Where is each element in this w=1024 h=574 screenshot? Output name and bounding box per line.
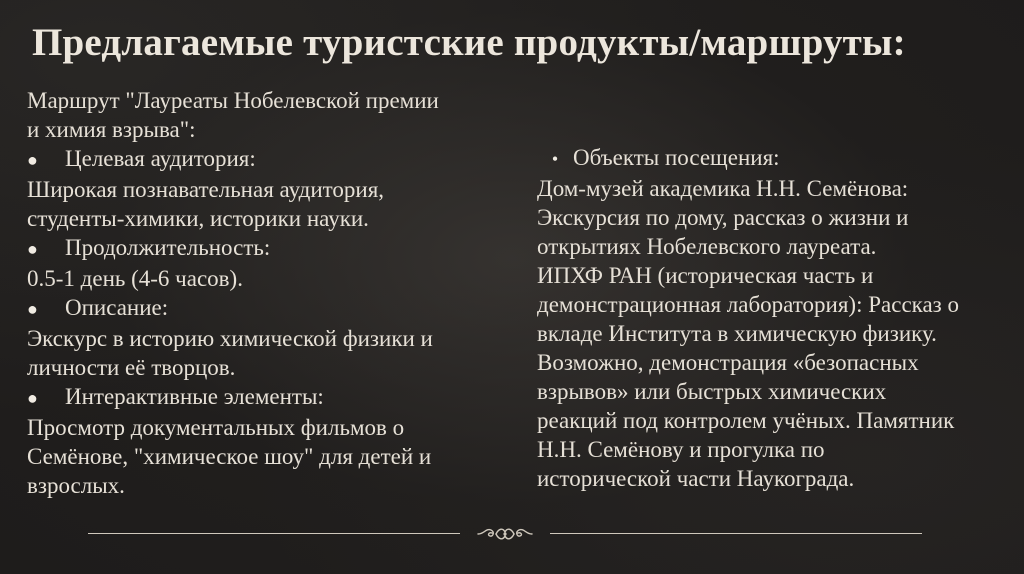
- item-text: Дом-музей академика Н.Н. Семёнова:: [537, 176, 909, 201]
- route-name-line-1: Маршрут "Лауреаты Нобелевской премии: [27, 88, 439, 113]
- item-duration: [27, 233, 507, 293]
- item-text: Просмотр документальных фильмов о: [27, 415, 405, 440]
- item-heading: Описание:: [65, 295, 169, 320]
- item-text: реакций под контролем учёных. Памятник: [537, 408, 955, 433]
- item-text: ИПХФ РАН (историческая часть и: [537, 263, 874, 288]
- item-text: Широкая познавательная аудитория,: [27, 177, 385, 202]
- divider-line: [88, 533, 460, 534]
- item-text: 0.5-1 день (4-6 часов).: [27, 266, 243, 291]
- item-text: личности её творцов.: [27, 355, 236, 380]
- item-text: демонстрационная лаборатория): Рассказ о: [537, 292, 960, 317]
- item-text: взрослых.: [27, 473, 125, 498]
- item-heading: Продолжительность:: [65, 235, 271, 260]
- item-text: взрывов» или быстрых химических: [537, 379, 887, 404]
- bullet-icon: ●: [27, 388, 38, 408]
- item-text: Экскурсия по дому, рассказ о жизни и: [537, 205, 909, 230]
- item-text: Семёнове, "химическое шоу" для детей и: [27, 444, 432, 469]
- left-column: [27, 86, 507, 500]
- flourish-icon: [476, 524, 534, 544]
- item-text: исторической части Наукограда.: [537, 466, 855, 491]
- item-text: Возможно, демонстрация «безопасных: [537, 350, 919, 375]
- right-column: [537, 143, 1012, 493]
- item-text: Экскурс в историю химической физики и: [27, 326, 433, 351]
- item-interactive: [27, 382, 507, 500]
- item-heading: Интерактивные элементы:: [65, 384, 324, 409]
- item-text: студенты-химики, историки науки.: [27, 206, 369, 231]
- route-name-line-2: и химия взрыва":: [27, 117, 196, 142]
- footer-divider: [88, 524, 922, 544]
- bullet-icon: •: [551, 149, 559, 169]
- bullet-icon: ●: [27, 299, 38, 319]
- item-heading: Объекты посещения:: [573, 145, 780, 170]
- item-text: вкладе Института в химическую физику.: [537, 321, 937, 346]
- item-audience: [27, 144, 507, 233]
- slide-title: Предлагаемые туристские продукты/маршруты:: [32, 21, 906, 64]
- item-text: открытиях Нобелевского лауреата.: [537, 234, 877, 259]
- item-text: Н.Н. Семёнову и прогулка по: [537, 437, 825, 462]
- bullet-icon: ●: [27, 150, 38, 170]
- item-description: [27, 293, 507, 382]
- divider-line: [550, 533, 922, 534]
- item-heading: Целевая аудитория:: [65, 146, 256, 171]
- bullet-icon: ●: [27, 239, 38, 259]
